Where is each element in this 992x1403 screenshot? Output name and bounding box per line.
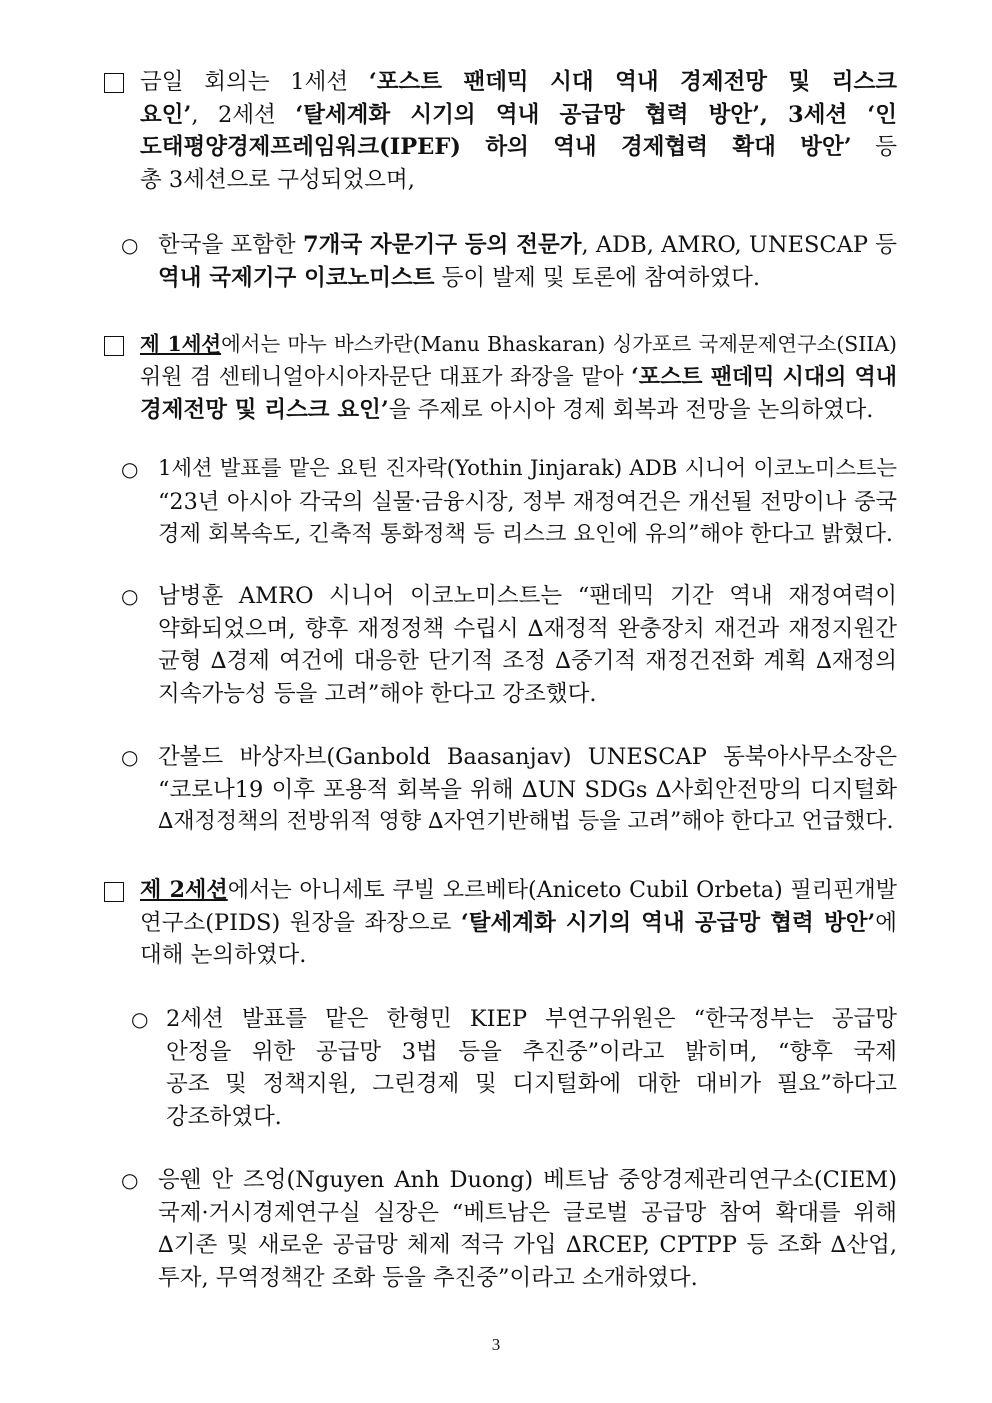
text: 균형 ∆경제 여건에 대응한 단기적 조정 ∆중기적 재정건전화 계획 ∆재정의 [158, 648, 897, 675]
paragraph-kiep-remarks [166, 1003, 897, 1134]
checkbox-square-icon [104, 336, 124, 356]
paragraph-amro-remarks [158, 580, 897, 711]
text: 투자, 무역정책간 조화 등을 추진중”이라고 소개하였다. [158, 1265, 698, 1292]
session-heading: 제 1세션 [140, 332, 222, 356]
text: , 2세션 [191, 101, 296, 128]
circle-bullet-icon: ○ [121, 745, 139, 769]
paragraph-unescap-remarks [158, 741, 897, 839]
page-number: 3 [491, 1335, 501, 1354]
text: 2세션 발표를 맡은 한형민 KIEP 부연구위원은 “한국정부는 공급망 [166, 1006, 897, 1032]
emphasis-text: ‘포스트 팬데믹 시대 역내 경제전망 및 리스크 [368, 69, 897, 95]
text: 대해 논의하였다. [140, 942, 307, 969]
circle-bullet-icon: ○ [131, 1007, 149, 1031]
text: 남병훈 AMRO 시니어 이코노미스트는 “팬데믹 기간 역내 재정여력이 [158, 583, 897, 609]
paragraph-session-1 [140, 328, 897, 427]
text: 연구소(PIDS) 원장을 좌장으로 [140, 909, 461, 936]
text: 총 3세션으로 구성되었으며, [140, 167, 415, 194]
emphasis-text: ‘탈세계화 시기의 역내 공급망 협력 방안’ [460, 909, 876, 936]
text: 약화되었으며, 향후 재정정책 수립시 ∆재정적 완충장치 재건과 재정지원간 [158, 615, 897, 642]
emphasis-text: 7개국 자문기구 등의 전문가 [302, 232, 582, 258]
session-heading: 제 2세션 [140, 877, 228, 903]
paragraph-session-overview [140, 66, 897, 197]
checkbox-square-icon [104, 882, 124, 902]
emphasis-text: ‘탈세계화 시기의 역내 공급망 협력 방안’, 3세션 ‘인 [295, 101, 897, 128]
emphasis-text: 경제전망 및 리스크 요인’ [140, 397, 389, 424]
text: 에서는 마누 바스카란(Manu Bhaskaran) 싱가포르 국제문제연구소(SIIA) [221, 332, 897, 356]
text: 금일 회의는 1세션 [140, 69, 369, 95]
text: 안정을 위한 공급망 3법 등을 추진중”이라고 밝히며, “향후 국제 [166, 1038, 897, 1065]
text: 등 [851, 134, 898, 161]
text: 국제·거시경제연구실 실장은 “베트남은 글로벌 공급망 참여 확대를 위해 [158, 1199, 897, 1226]
text: 에서는 아니세토 쿠빌 오르베타(Aniceto Cubil Orbeta) 필리핀개발 [227, 877, 897, 903]
checkbox-square-icon [104, 73, 124, 93]
circle-bullet-icon: ○ [121, 457, 139, 481]
paragraph-ciem-remarks [158, 1164, 897, 1295]
emphasis-text: 요인’ [140, 101, 192, 128]
text: ∆기존 및 새로운 공급망 체제 적극 가입 ∆RCEP, CPTPP 등 조화 ∆산업, [158, 1232, 897, 1259]
emphasis-text: 역내 국제기구 이코노미스트 [158, 264, 435, 291]
text: 위원 겸 센테니얼아시아자문단 대표가 좌장을 맡아 [140, 364, 632, 390]
text: ∆재정정책의 전방위적 영향 ∆자연기반해법 등을 고려”해야 한다고 언급했다. [158, 809, 894, 835]
text: “코로나19 이후 포용적 회복을 위해 ∆UN SDGs ∆사회안전망의 디지털화 [158, 776, 897, 803]
text: 등이 발제 및 토론에 참여하였다. [434, 264, 760, 291]
paragraph-session-2 [140, 874, 897, 972]
circle-bullet-icon: ○ [121, 233, 139, 257]
text: 에 [875, 909, 898, 936]
text: 1세션 발표를 맡은 요틴 진자락(Yothin Jinjarak) ADB 시니어 이코노미스트는 [158, 456, 897, 481]
text: 간볼드 바상자브(Ganbold Baasanjav) UNESCAP 동북아사무소장은 [158, 744, 897, 770]
text: 경제 회복속도, 긴축적 통화정책 등 리스크 요인에 유의”해야 한다고 밝혔다. [158, 521, 894, 548]
circle-bullet-icon: ○ [121, 584, 139, 608]
text: 한국을 포함한 [158, 232, 303, 258]
text: , ADB, AMRO, UNESCAP 등 [581, 232, 897, 258]
text: 지속가능성 등을 고려”해야 한다고 강조했다. [158, 681, 597, 708]
emphasis-text: 도태평양경제프레임워크(IPEF) 하의 역내 경제협력 확대 방안’ [140, 134, 852, 161]
text: 응웬 안 즈엉(Nguyen Anh Duong) 베트남 중앙경제관리연구소(CIEM) [158, 1167, 897, 1193]
emphasis-text: ‘포스트 팬데믹 시대의 역내 [631, 363, 897, 390]
text: 공조 및 정책지원, 그린경제 및 디지털화에 대한 대비가 필요”하다고 [166, 1071, 897, 1098]
text: 강조하였다. [166, 1104, 282, 1131]
circle-bullet-icon: ○ [121, 1168, 139, 1192]
text: “23년 아시아 각국의 실물·금융시장, 정부 재정여건은 개선될 전망이나 중국 [158, 488, 897, 515]
paragraph-participants [158, 229, 897, 294]
text: 을 주제로 아시아 경제 회복과 전망을 논의하였다. [388, 397, 874, 424]
paragraph-adb-remarks [158, 453, 897, 551]
